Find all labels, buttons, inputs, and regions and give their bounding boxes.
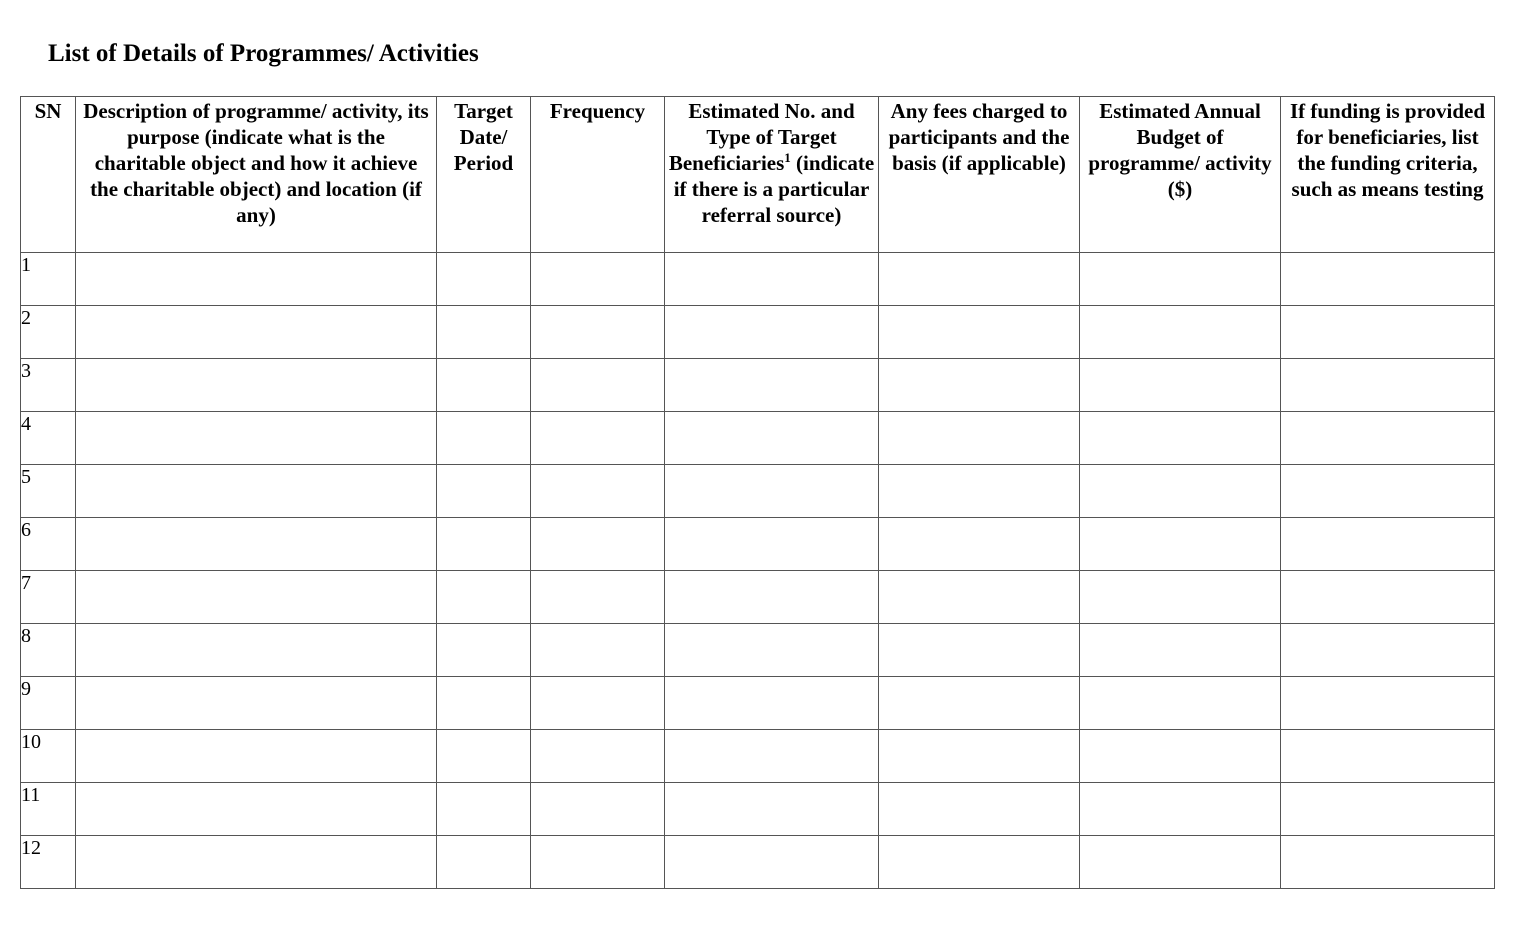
header-budget <box>1080 97 1281 253</box>
beneficiaries-cell[interactable] <box>665 253 879 306</box>
funding-criteria-cell[interactable] <box>1281 465 1495 518</box>
table-row <box>21 359 1495 412</box>
sn-cell: 5 <box>21 465 76 518</box>
budget-cell[interactable] <box>1080 571 1281 624</box>
header-fees: Any fees charged to participants and the basis (if applicable) <box>879 97 1080 253</box>
table-row <box>21 412 1495 465</box>
sn-cell: 4 <box>21 412 76 465</box>
frequency-cell[interactable] <box>531 412 665 465</box>
target-date-cell[interactable] <box>437 306 531 359</box>
table-row <box>21 465 1495 518</box>
budget-cell[interactable] <box>1080 518 1281 571</box>
funding-criteria-cell[interactable] <box>1281 359 1495 412</box>
funding-criteria-cell[interactable] <box>1281 677 1495 730</box>
description-cell[interactable] <box>76 677 437 730</box>
fees-cell[interactable] <box>879 783 1080 836</box>
beneficiaries-cell[interactable] <box>665 465 879 518</box>
description-cell[interactable] <box>76 571 437 624</box>
sn-cell: 1 <box>21 253 76 306</box>
description-cell[interactable] <box>76 465 437 518</box>
target-date-cell[interactable] <box>437 518 531 571</box>
frequency-cell[interactable] <box>531 518 665 571</box>
funding-criteria-cell[interactable] <box>1281 306 1495 359</box>
sn-cell: 12 <box>21 836 76 889</box>
target-date-cell[interactable] <box>437 465 531 518</box>
sn-cell: 6 <box>21 518 76 571</box>
page-title: List of Details of Programmes/ Activities <box>48 40 479 67</box>
target-date-cell[interactable] <box>437 359 531 412</box>
header-frequency: Frequency <box>531 97 665 253</box>
funding-criteria-cell[interactable] <box>1281 624 1495 677</box>
frequency-cell[interactable] <box>531 571 665 624</box>
budget-cell[interactable] <box>1080 836 1281 889</box>
beneficiaries-cell[interactable] <box>665 783 879 836</box>
frequency-cell[interactable] <box>531 677 665 730</box>
header-beneficiaries <box>665 97 879 253</box>
funding-criteria-cell[interactable] <box>1281 783 1495 836</box>
fees-cell[interactable] <box>879 730 1080 783</box>
frequency-cell[interactable] <box>531 359 665 412</box>
budget-cell[interactable] <box>1080 783 1281 836</box>
target-date-cell[interactable] <box>437 412 531 465</box>
sn-cell: 3 <box>21 359 76 412</box>
header-beneficiaries-note: (indicate if there is a particular referral source) <box>673 151 875 227</box>
description-cell[interactable] <box>76 359 437 412</box>
frequency-cell[interactable] <box>531 836 665 889</box>
fees-cell[interactable] <box>879 836 1080 889</box>
funding-criteria-cell[interactable] <box>1281 836 1495 889</box>
budget-cell[interactable] <box>1080 730 1281 783</box>
target-date-cell[interactable] <box>437 836 531 889</box>
description-cell[interactable] <box>76 783 437 836</box>
table-row <box>21 783 1495 836</box>
description-cell[interactable] <box>76 518 437 571</box>
description-cell[interactable] <box>76 412 437 465</box>
funding-criteria-cell[interactable] <box>1281 730 1495 783</box>
beneficiaries-cell[interactable] <box>665 730 879 783</box>
table-row <box>21 730 1495 783</box>
fees-cell[interactable] <box>879 306 1080 359</box>
funding-criteria-cell[interactable] <box>1281 571 1495 624</box>
budget-cell[interactable] <box>1080 677 1281 730</box>
target-date-cell[interactable] <box>437 677 531 730</box>
description-cell[interactable] <box>76 306 437 359</box>
beneficiaries-cell[interactable] <box>665 677 879 730</box>
fees-cell[interactable] <box>879 677 1080 730</box>
header-row <box>21 97 1495 253</box>
sn-cell: 11 <box>21 783 76 836</box>
description-cell[interactable] <box>76 730 437 783</box>
frequency-cell[interactable] <box>531 253 665 306</box>
description-cell[interactable] <box>76 253 437 306</box>
sn-cell: 9 <box>21 677 76 730</box>
target-date-cell[interactable] <box>437 783 531 836</box>
programmes-table <box>20 96 1495 889</box>
sn-cell: 8 <box>21 624 76 677</box>
beneficiaries-cell[interactable] <box>665 518 879 571</box>
frequency-cell[interactable] <box>531 624 665 677</box>
table-row <box>21 836 1495 889</box>
table-body <box>21 253 1495 889</box>
sn-cell: 10 <box>21 730 76 783</box>
beneficiaries-cell[interactable] <box>665 836 879 889</box>
frequency-cell[interactable] <box>531 465 665 518</box>
beneficiaries-cell[interactable] <box>665 306 879 359</box>
funding-criteria-cell[interactable] <box>1281 412 1495 465</box>
header-budget-text: Estimated Annual Budget of programme/ activity <box>1088 99 1272 175</box>
funding-criteria-cell[interactable] <box>1281 518 1495 571</box>
fees-cell[interactable] <box>879 359 1080 412</box>
footnote-marker: 1 <box>784 150 791 165</box>
budget-cell[interactable] <box>1080 253 1281 306</box>
frequency-cell[interactable] <box>531 306 665 359</box>
fees-cell[interactable] <box>879 253 1080 306</box>
header-funding-criteria: If funding is provided for beneficiaries, list the funding criteria, such as means testing <box>1281 97 1495 253</box>
fees-cell[interactable] <box>879 571 1080 624</box>
target-date-cell[interactable] <box>437 571 531 624</box>
description-cell[interactable] <box>76 624 437 677</box>
table-row <box>21 518 1495 571</box>
budget-cell[interactable] <box>1080 465 1281 518</box>
target-date-cell[interactable] <box>437 624 531 677</box>
table-row <box>21 624 1495 677</box>
beneficiaries-cell[interactable] <box>665 571 879 624</box>
sn-cell: 2 <box>21 306 76 359</box>
header-budget-unit: ($) <box>1167 177 1193 201</box>
beneficiaries-cell[interactable] <box>665 412 879 465</box>
frequency-cell[interactable] <box>531 783 665 836</box>
target-date-cell[interactable] <box>437 253 531 306</box>
frequency-cell[interactable] <box>531 730 665 783</box>
header-target-date: Target Date/ Period <box>437 97 531 253</box>
table-row <box>21 253 1495 306</box>
fees-cell[interactable] <box>879 465 1080 518</box>
budget-cell[interactable] <box>1080 306 1281 359</box>
table-row <box>21 571 1495 624</box>
table-row <box>21 306 1495 359</box>
header-description: Description of programme/ activity, its purpose (indicate what is the charitable object and how it achieve the charitable object) and location (if any) <box>76 97 437 253</box>
fees-cell[interactable] <box>879 518 1080 571</box>
table-row <box>21 677 1495 730</box>
header-beneficiaries-text: Estimated No. and Type of Target Beneficiaries <box>668 99 855 175</box>
description-cell[interactable] <box>76 836 437 889</box>
funding-criteria-cell[interactable] <box>1281 253 1495 306</box>
fees-cell[interactable] <box>879 412 1080 465</box>
budget-cell[interactable] <box>1080 359 1281 412</box>
fees-cell[interactable] <box>879 624 1080 677</box>
budget-cell[interactable] <box>1080 624 1281 677</box>
target-date-cell[interactable] <box>437 730 531 783</box>
beneficiaries-cell[interactable] <box>665 359 879 412</box>
budget-cell[interactable] <box>1080 412 1281 465</box>
header-sn: SN <box>21 97 76 253</box>
beneficiaries-cell[interactable] <box>665 624 879 677</box>
sn-cell: 7 <box>21 571 76 624</box>
